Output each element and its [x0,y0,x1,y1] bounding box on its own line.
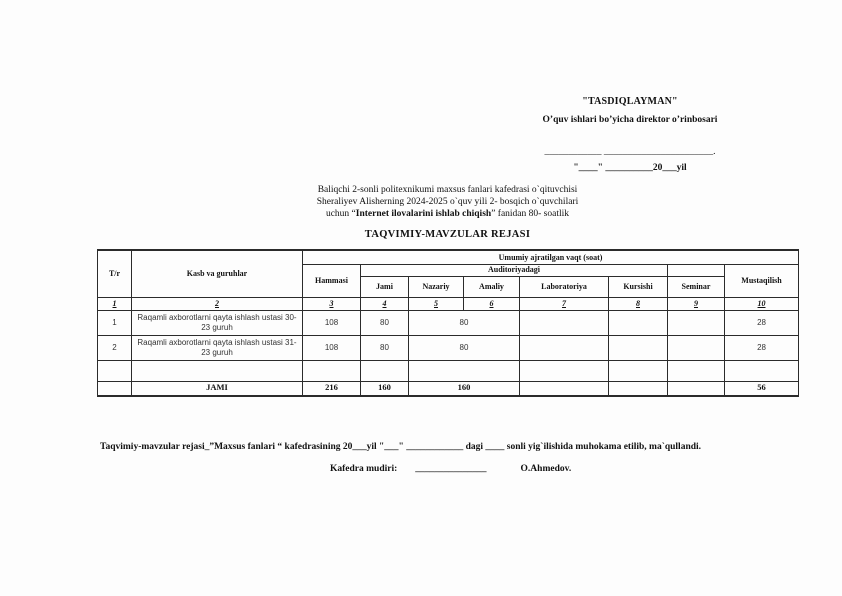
col-header-kasb: Kasb va guruhlar [132,250,303,297]
row-seminar [668,310,725,335]
department-head-label: Kafedra mudiri: [330,464,398,474]
total-mustaqilish: 56 [725,381,799,396]
intro-line-3-suffix: ” fanidan 80- soatlik [491,209,570,219]
col-header-tr: T/r [98,250,132,297]
table-row-empty [98,360,799,381]
row-seminar [668,335,725,360]
header-empty-cell [668,264,725,276]
empty-cell [98,381,132,396]
approval-block [480,96,780,173]
plan-table-wrap [97,249,798,397]
approval-subtitle: O’quv ishlari bo’yicha direktor o’rinbosari [542,115,718,125]
empty-cell [132,360,303,381]
row-laboratoriya [520,310,609,335]
approval-date-line: "____" __________20___yil [573,163,687,173]
empty-cell [609,381,668,396]
total-nazariy-amaliy: 160 [409,381,520,396]
col-header-jami: Jami [361,276,409,297]
col-header-kursishi: Kursishi [609,276,668,297]
plan-table [97,249,799,397]
col-number: 9 [668,297,725,310]
row-mustaqilish: 28 [725,310,799,335]
approval-note: Taqvimiy-mavzular rejasi_”Maxsus fanlari “ kafedrasining 20___yil "___" ____________ dagi ____ sonli yig`ilishida muhokama etilib, ma`qullandi. [100,442,702,452]
total-row [98,381,799,396]
col-header-mustaqilish: Mustaqilish [725,264,799,297]
col-header-amaliy: Amaliy [464,276,520,297]
row-group-name: Raqamli axborotlarni qayta ishlash ustasi 30-23 guruh [132,310,303,335]
empty-cell [361,360,409,381]
row-number: 2 [98,335,132,360]
approval-title: "TASDIQLAYMAN" [582,96,678,107]
total-hammasi: 216 [303,381,361,396]
row-number: 1 [98,310,132,335]
table-row [98,335,799,360]
department-head-line [330,464,730,474]
row-jami: 80 [361,310,409,335]
col-header-auditoriyadagi: Auditoriyadagi [361,264,668,276]
empty-cell [303,360,361,381]
header-row-umumiy [98,250,799,264]
col-number: 3 [303,297,361,310]
col-header-hammasi: Hammasi [303,264,361,297]
empty-cell [520,381,609,396]
col-number: 2 [132,297,303,310]
intro-paragraph [97,184,798,220]
intro-line-1: Baliqchi 2-sonli politexnikumi maxsus fanlari kafedrasi o`qituvchisi [317,185,578,195]
subject-name: Internet ilovalarini ishlab chiqish [355,209,492,219]
col-header-umumiy: Umumiy ajratilgan vaqt (soat) [303,250,799,264]
row-hammasi: 108 [303,335,361,360]
empty-cell [668,360,725,381]
col-number: 1 [98,297,132,310]
row-mustaqilish: 28 [725,335,799,360]
row-nazariy-amaliy: 80 [409,335,520,360]
row-laboratoriya [520,335,609,360]
empty-cell [98,360,132,381]
col-number: 6 [464,297,520,310]
col-number: 4 [361,297,409,310]
document-title: TAQVIMIY-MAVZULAR REJASI [364,229,531,240]
col-number: 10 [725,297,799,310]
empty-cell [409,360,520,381]
col-header-seminar: Seminar [668,276,725,297]
table-row [98,310,799,335]
intro-line-3 [97,208,798,220]
row-nazariy-amaliy: 80 [409,310,520,335]
department-head-signature-line: _______________ [415,464,487,474]
col-number: 7 [520,297,609,310]
col-header-nazariy: Nazariy [409,276,464,297]
empty-cell [520,360,609,381]
row-jami: 80 [361,335,409,360]
row-hammasi: 108 [303,310,361,335]
total-label: JAMI [132,381,303,396]
total-jami: 160 [361,381,409,396]
col-header-laboratoriya: Laboratoriya [520,276,609,297]
row-kursishi [609,335,668,360]
col-number: 5 [409,297,464,310]
col-number: 8 [609,297,668,310]
intro-line-2: Sheraliyev Alisherning 2024-2025 o`quv yili 2- bosqich o`quvchilari [316,197,579,207]
intro-line-3-prefix: uchun “ [325,209,356,219]
empty-cell [725,360,799,381]
empty-cell [609,360,668,381]
approval-signature-line: ____________ _______________________. [544,147,716,157]
column-number-row [98,297,799,310]
empty-cell [668,381,725,396]
department-head-name: O.Ahmedov. [520,464,572,474]
row-group-name: Raqamli axborotlarni qayta ishlash ustasi 31-23 guruh [132,335,303,360]
row-kursishi [609,310,668,335]
